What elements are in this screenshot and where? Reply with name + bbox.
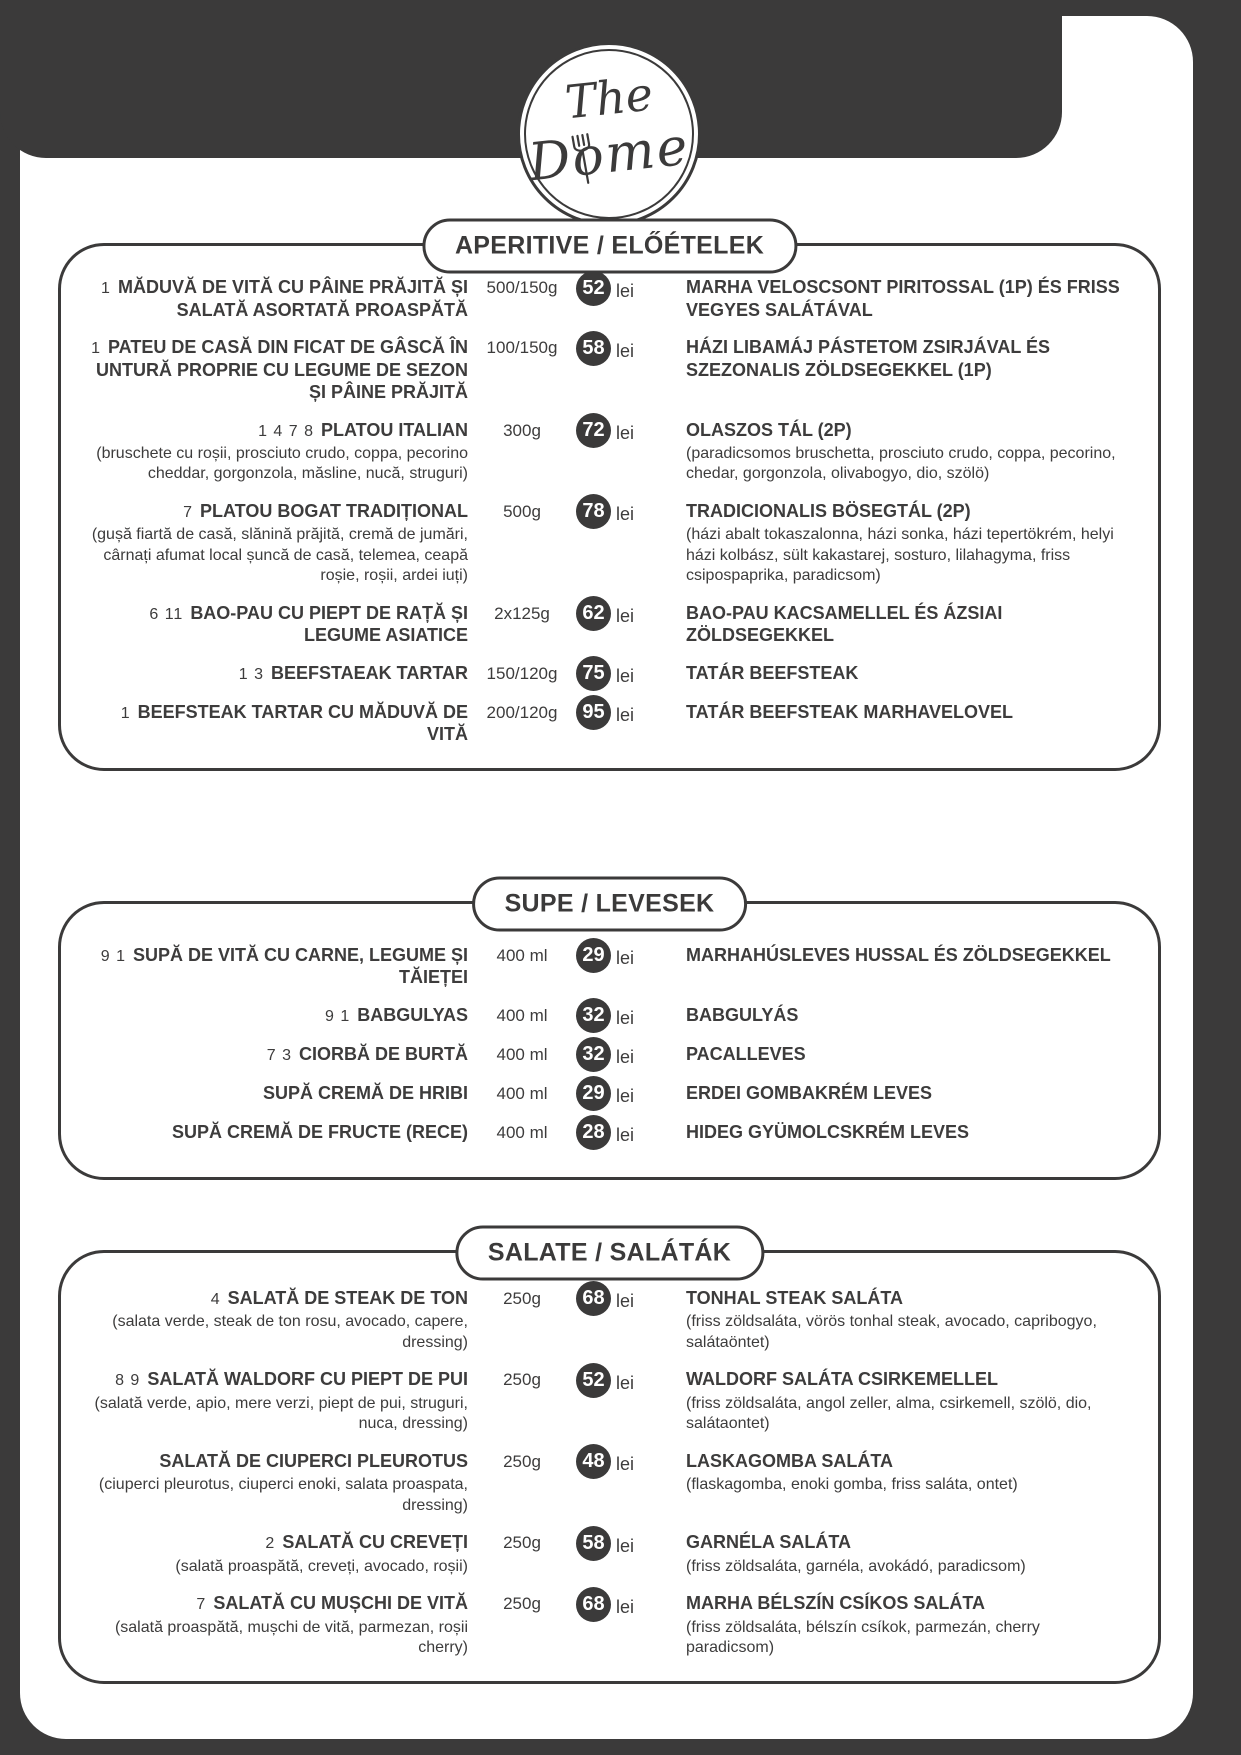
item-price — [576, 1287, 672, 1311]
menu-item-row — [83, 1043, 1132, 1067]
price-badge: 95 — [576, 695, 611, 730]
item-name-ro: PATEU DE CASĂ DIN FICAT DE GÂSCĂ ÎN UNTURĂ PROPRIE CU LEGUME DE SEZON ȘI PÂINE PRĂJITĂ — [95, 337, 468, 402]
price-badge: 78 — [576, 494, 611, 529]
currency-label: lei — [616, 1454, 635, 1475]
item-name-ro: BABGULYAS — [357, 1004, 468, 1025]
item-desc-hu: (paradicsomos bruschetta, prosciuto crudo, coppa, pecorino, chedar, gorgonzola, olivabogyo, dio, szölö) — [686, 445, 1116, 483]
item-name-hu: HÁZI LIBAMÁJ PÁSTETOM ZSIRJÁVAL ÉS SZEZONALIS ZÖLDSEGEKKEL (1P) — [686, 337, 1051, 380]
item-name-hu-cell — [682, 1531, 1132, 1577]
price-badge: 68 — [576, 1281, 611, 1316]
allergen-codes: 7 — [196, 1596, 207, 1614]
item-weight: 400 ml — [496, 945, 548, 965]
item-name-hu-cell — [682, 662, 1132, 685]
item-weight: 250g — [503, 1288, 541, 1308]
item-name-ro-cell — [83, 1121, 468, 1144]
item-price — [576, 602, 672, 626]
item-name-hu-cell — [682, 1592, 1132, 1658]
item-name-ro-cell — [83, 602, 468, 647]
item-price — [576, 1043, 672, 1067]
price-badge: 52 — [576, 1363, 611, 1398]
price-badge: 58 — [576, 331, 611, 366]
item-desc-ro: (ciuperci pleurotus, ciuperci enoki, salata proaspata, dressing) — [98, 1476, 468, 1514]
item-name-ro: MĂDUVĂ DE VITĂ CU PÂINE PRĂJITĂ ȘI SALATĂ ASORTATĂ PROASPĂTĂ — [117, 277, 468, 320]
item-price — [576, 1121, 672, 1145]
currency-label: lei — [616, 1535, 635, 1556]
section-salate — [58, 1238, 1161, 1684]
item-price — [576, 1531, 672, 1555]
item-name-hu-cell — [682, 1043, 1132, 1066]
item-name-ro: SALATĂ CU CREVEȚI — [282, 1532, 468, 1553]
currency-label: lei — [616, 606, 635, 627]
item-desc-hu: (friss zöldsaláta, bélszín csíkok, parmezán, cherry paradicsom) — [686, 1618, 1040, 1657]
item-name-hu: TATÁR BEEFSTEAK MARHAVELOVEL — [686, 701, 1013, 722]
item-weight: 400 ml — [496, 1122, 548, 1142]
menu-item-row — [83, 500, 1132, 587]
item-name-hu-cell — [682, 602, 1132, 647]
item-name-ro-cell — [83, 1043, 468, 1066]
menu-item-row — [83, 1592, 1132, 1658]
item-name-ro: SALATĂ CU MUȘCHI DE VITĂ — [213, 1593, 468, 1614]
currency-label: lei — [616, 666, 635, 687]
item-name-ro: SUPĂ CREMĂ DE HRIBI — [262, 1082, 468, 1103]
currency-label: lei — [616, 1291, 635, 1312]
price-badge: 52 — [576, 271, 611, 306]
menu-item-row — [83, 1450, 1132, 1516]
menu-item-row — [83, 276, 1132, 321]
item-name-hu-cell — [682, 276, 1132, 321]
currency-label: lei — [616, 340, 635, 361]
item-name-hu: GARNÉLA SALÁTA — [686, 1532, 851, 1553]
section-title: APERITIVE / ELŐÉTELEK — [422, 219, 797, 274]
price-badge: 62 — [576, 596, 611, 631]
item-name-hu: TRADICIONALIS BÖSEGTÁL (2P) — [686, 500, 971, 521]
item-name-hu-cell — [682, 500, 1132, 587]
item-name-ro-line — [83, 336, 468, 404]
allergen-codes: 7 — [183, 503, 194, 521]
menu-item-row — [83, 1004, 1132, 1028]
logo-text-the: The — [562, 66, 656, 130]
item-price — [576, 944, 672, 968]
item-name-ro: BEEFSTEAK TARTAR CU MĂDUVĂ DE VITĂ — [137, 701, 468, 745]
item-weight: 250g — [503, 1594, 541, 1614]
item-name-ro-line — [83, 1368, 468, 1391]
item-name-hu: TONHAL STEAK SALÁTA — [686, 1287, 904, 1308]
item-name-ro-cell — [83, 701, 468, 746]
item-weight: 200/120g — [486, 702, 558, 722]
item-name-ro-line — [83, 1287, 468, 1310]
currency-label: lei — [616, 1008, 635, 1029]
item-name-ro-line — [83, 1004, 468, 1027]
item-price — [576, 662, 672, 686]
menu-item-row — [83, 419, 1132, 485]
item-weight: 250g — [503, 1533, 541, 1553]
item-name-hu: HIDEG GYÜMOLCSKRÉM LEVES — [686, 1121, 970, 1142]
item-name-ro-line — [83, 602, 468, 647]
item-weight: 150/120g — [486, 663, 558, 683]
item-weight: 100/150g — [486, 338, 558, 357]
item-price — [576, 419, 672, 443]
item-name-ro-line — [83, 419, 468, 442]
item-name-ro: SUPĂ DE VITĂ CU CARNE, LEGUME ȘI TĂIEȚEI — [132, 944, 468, 988]
item-name-hu: MARHA BÉLSZÍN CSÍKOS SALÁTA — [686, 1593, 985, 1614]
item-name-ro-cell — [83, 944, 468, 989]
item-price — [576, 1592, 672, 1616]
currency-label: lei — [616, 1125, 635, 1146]
item-desc-hu: (friss zöldsaláta, angol zeller, alma, csirkemell, szölö, dio, salátaontet) — [686, 1394, 1092, 1433]
item-name-hu-cell — [682, 1450, 1132, 1496]
item-name-hu-cell — [682, 1287, 1132, 1353]
item-name-ro: SALATĂ DE STEAK DE TON — [227, 1287, 468, 1308]
item-price — [576, 500, 672, 524]
menu-item-row — [83, 336, 1132, 404]
currency-label: lei — [616, 1596, 635, 1617]
item-name-ro-cell — [83, 500, 468, 587]
item-name-ro-cell — [83, 1592, 468, 1658]
item-name-ro-line — [83, 1043, 468, 1066]
item-weight: 400 ml — [496, 1044, 548, 1064]
item-name-ro-line — [83, 1121, 468, 1144]
item-name-ro-line — [83, 1531, 468, 1554]
item-name-ro-cell — [83, 1004, 468, 1027]
item-name-ro-cell — [83, 1531, 468, 1577]
item-name-ro: PLATOU ITALIAN — [321, 419, 468, 440]
allergen-codes: 2 — [265, 1535, 276, 1553]
logo-text-dome: Dome — [525, 116, 693, 194]
item-price — [576, 276, 672, 300]
currency-label: lei — [616, 705, 635, 726]
item-name-ro-line — [83, 1450, 468, 1473]
currency-label: lei — [616, 1086, 635, 1107]
menu-item-row — [83, 1082, 1132, 1106]
currency-label: lei — [616, 1372, 635, 1393]
menu-item-row — [83, 602, 1132, 647]
item-name-ro: CIORBĂ DE BURTĂ — [299, 1043, 468, 1064]
menu-item-row — [83, 1121, 1132, 1145]
item-desc-ro: (bruschete cu roșii, prosciuto crudo, coppa, pecorino cheddar, gorgonzola, măsline, nucă, struguri) — [96, 445, 468, 483]
item-name-ro-line — [83, 701, 468, 746]
item-name-ro: PLATOU BOGAT TRADIȚIONAL — [200, 500, 468, 521]
item-name-hu: LASKAGOMBA SALÁTA — [686, 1450, 893, 1471]
item-weight: 300g — [503, 420, 541, 440]
item-desc-ro: (salată proaspătă, mușchi de vită, parmezan, roșii cherry) — [114, 1618, 468, 1657]
allergen-codes: 9 1 — [325, 1007, 351, 1025]
item-name-ro-line — [83, 1592, 468, 1615]
allergen-codes: 4 — [210, 1290, 221, 1308]
item-desc-ro: (salată verde, apio, mere verzi, piept de pui, struguri, nuca, dressing) — [94, 1394, 468, 1433]
item-desc-hu: (házi abalt tokaszalonna, házi sonka, házi tepertökrém, helyi házi kolbász, sült kakastarej, sosturo, lilahagyma, friss csipospaprika, paradicsom) — [686, 526, 1114, 585]
section-aperitive — [58, 231, 1161, 771]
allergen-codes: 1 — [120, 704, 131, 722]
item-name-hu: OLASZOS TÁL (2P) — [686, 419, 852, 440]
item-name-ro-cell — [83, 662, 468, 685]
allergen-codes: 6 11 — [149, 605, 184, 623]
menu-item-row — [83, 1368, 1132, 1434]
item-price — [576, 701, 672, 725]
item-weight: 500/150g — [486, 278, 558, 297]
price-badge: 68 — [576, 1587, 611, 1622]
item-name-ro: SALATĂ WALDORF CU PIEPT DE PUI — [147, 1369, 468, 1390]
menu-sections — [58, 158, 1161, 1684]
item-name-hu-cell — [682, 1082, 1132, 1105]
item-name-hu-cell — [682, 701, 1132, 724]
item-desc-ro: (salata verde, steak de ton rosu, avocado, capere, dressing) — [112, 1313, 468, 1351]
item-weight: 2x125g — [494, 603, 550, 623]
item-name-ro-cell — [83, 1082, 468, 1105]
item-desc-hu: (friss zöldsaláta, vörös tonhal steak, avocado, capribogyo, salátaöntet) — [686, 1313, 1097, 1351]
item-name-ro-line — [83, 944, 468, 989]
item-name-hu-cell — [682, 1368, 1132, 1434]
item-desc-ro: (salată proaspătă, creveți, avocado, roșii) — [175, 1557, 468, 1575]
allergen-codes: 1 3 — [238, 665, 264, 683]
item-weight: 250g — [503, 1451, 541, 1471]
item-name-ro-line — [83, 500, 468, 523]
section-supe — [58, 889, 1161, 1180]
item-desc-hu: (friss zöldsaláta, garnéla, avokádó, paradicsom) — [686, 1557, 1026, 1575]
item-name-ro: SALATĂ DE CIUPERCI PLEUROTUS — [159, 1450, 468, 1471]
currency-label: lei — [616, 1047, 635, 1068]
price-badge: 48 — [576, 1444, 611, 1479]
section-title: SUPE / LEVESEK — [472, 876, 748, 931]
item-name-ro-cell — [83, 1368, 468, 1434]
allergen-codes: 7 3 — [266, 1046, 292, 1064]
item-price — [576, 1004, 672, 1028]
item-name-hu: BABGULYÁS — [686, 1004, 799, 1025]
allergen-codes: 1 — [91, 340, 101, 357]
allergen-codes: 9 1 — [100, 947, 126, 965]
item-name-ro: BAO-PAU CU PIEPT DE RAȚĂ ȘI LEGUME ASIATICE — [190, 602, 468, 646]
item-name-ro-cell — [83, 1287, 468, 1353]
item-price — [576, 336, 672, 360]
item-name-ro-line — [83, 662, 468, 685]
allergen-codes: 1 — [101, 280, 111, 297]
item-name-hu: MARHA VELOSCSONT PIRITOSSAL (1P) ÉS FRISS VEGYES SALÁTÁVAL — [686, 277, 1120, 320]
item-name-hu: PACALLEVES — [686, 1043, 806, 1064]
item-desc-ro: (gușă fiartă de casă, slănină prăjită, cremă de jumări, cârnați afumat local șuncă de casă, telemea, ceapă roșie, roșii, ardei iuți) — [91, 526, 468, 585]
price-badge: 29 — [576, 1076, 611, 1111]
item-name-hu: WALDORF SALÁTA CSIRKEMELLEL — [686, 1369, 998, 1390]
item-name-ro-cell — [83, 276, 468, 321]
item-weight: 400 ml — [496, 1005, 548, 1025]
price-badge: 75 — [576, 656, 611, 691]
item-weight: 400 ml — [496, 1083, 548, 1103]
currency-label: lei — [616, 504, 635, 525]
menu-item-row — [83, 701, 1132, 746]
menu-item-row — [83, 662, 1132, 686]
item-name-hu-cell — [682, 1121, 1132, 1144]
item-weight: 250g — [503, 1370, 541, 1390]
allergen-codes: 8 9 — [115, 1372, 141, 1390]
price-badge: 58 — [576, 1526, 611, 1561]
currency-label: lei — [616, 423, 635, 443]
item-name-ro: SUPĂ CREMĂ DE FRUCTE (RECE) — [171, 1121, 468, 1142]
allergen-codes: 1 4 7 8 — [258, 422, 314, 440]
menu-item-row — [83, 944, 1132, 989]
item-name-ro-line — [83, 1082, 468, 1105]
item-price — [576, 1450, 672, 1474]
price-badge: 72 — [576, 413, 611, 448]
item-name-ro-cell — [83, 336, 468, 404]
price-badge: 32 — [576, 998, 611, 1033]
price-badge: 32 — [576, 1037, 611, 1072]
menu-item-row — [83, 1531, 1132, 1577]
currency-label: lei — [616, 280, 635, 301]
section-title: SALATE / SALÁTÁK — [455, 1225, 764, 1280]
item-name-hu-cell — [682, 419, 1132, 485]
item-name-ro: BEEFSTAEAK TARTAR — [271, 662, 468, 683]
item-name-hu: BAO-PAU KACSAMELLEL ÉS ÁZSIAI ZÖLDSEGEKKEL — [686, 602, 1003, 646]
item-name-ro-line — [83, 276, 468, 321]
item-name-hu-cell — [682, 944, 1132, 967]
item-name-ro-cell — [83, 419, 468, 485]
item-name-ro-cell — [83, 1450, 468, 1516]
menu-item-row — [83, 1287, 1132, 1353]
item-weight: 500g — [503, 501, 541, 521]
price-badge: 28 — [576, 1115, 611, 1150]
currency-label: lei — [616, 948, 635, 969]
item-desc-hu: (flaskagomba, enoki gomba, friss saláta, ontet) — [686, 1476, 1018, 1494]
item-name-hu: TATÁR BEEFSTEAK — [686, 662, 859, 683]
item-name-hu: MARHAHÚSLEVES HUSSAL ÉS ZÖLDSEGEKKEL — [686, 944, 1111, 965]
item-name-hu-cell — [682, 336, 1132, 381]
item-price — [576, 1082, 672, 1106]
price-badge: 29 — [576, 938, 611, 973]
item-name-hu: ERDEI GOMBAKRÉM LEVES — [686, 1082, 933, 1103]
item-name-hu-cell — [682, 1004, 1132, 1027]
item-price — [576, 1368, 672, 1392]
